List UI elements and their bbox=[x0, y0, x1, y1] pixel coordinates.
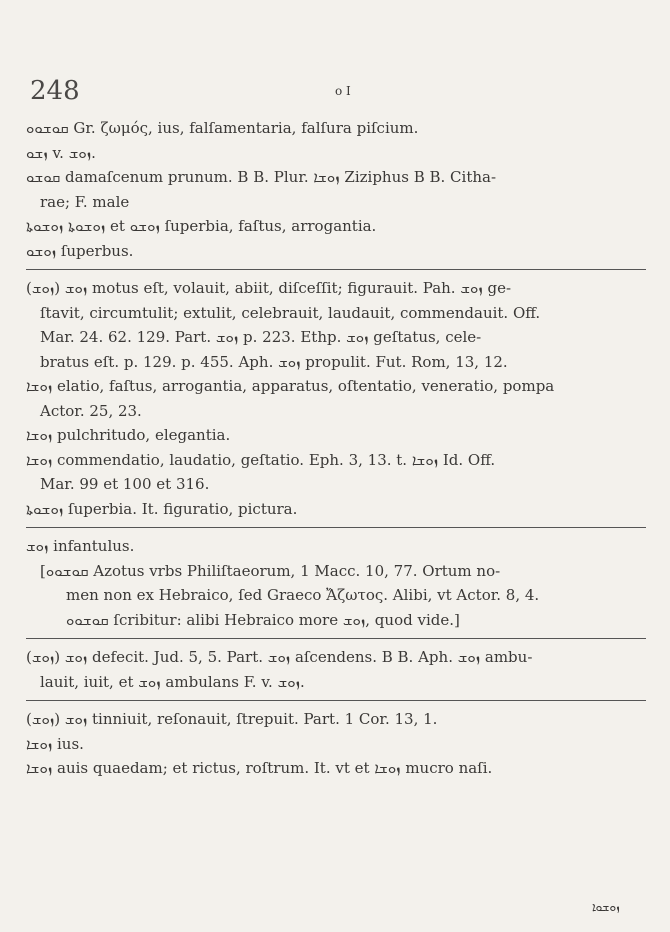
entry-block-4 bbox=[26, 645, 646, 694]
entry-line: Mar. 99 et 100 et 316. bbox=[40, 475, 210, 493]
entry-line: ܩܘܫܘܘ ſcribitur: alibi Hebraico more ܙܘܫ, quod vide.] bbox=[66, 610, 460, 629]
entry-line: (ܙܘܫ) ܙܘܫ defecit. Jud. 5, 5. Part. ܙܘܫ aſcendens. B B. Aph. ܙܘܫ ambu- bbox=[26, 648, 533, 666]
entry-line: (ܙܘܫ) ܙܘܫ motus eſt, volauit, abiit, diſceſſit; figurauit. Pah. ܙܘܫ ge- bbox=[26, 279, 512, 297]
entry-line: ܙܘܫܘܬܐ ܙܘܫܘܬܐ et ܙܘܫܘ ſuperbia, faſtus, arrogantia. bbox=[26, 217, 377, 235]
entry-line: ܩܘܫܘ damaſcenum prunum. B B. Plur. ܙܘܫܐ Ziziphus B B. Citha- bbox=[26, 168, 497, 186]
entry-line: ܙܘܫܐ commendatio, laudatio, geſtatio. Eph. 3, 13. t. ܙܘܫܐ Id. Off. bbox=[26, 450, 496, 469]
entry-block-5 bbox=[26, 707, 646, 781]
entry-line: ܙܫܘ v. ܙܘܫ. bbox=[26, 143, 96, 162]
entry-block-1 bbox=[26, 116, 646, 263]
entry-line: lauit, iuit, et ܙܘܫ ambulans F. v. ܙܘܫ. bbox=[40, 672, 305, 691]
catchword: ܙܘܫܘܐ bbox=[592, 900, 620, 914]
page-number: 248 bbox=[30, 76, 80, 106]
entry-block-3 bbox=[26, 534, 646, 632]
entry-line: ܙܘܫܘܬܐ ſuperbia. It. figuratio, pictura. bbox=[26, 499, 298, 518]
entry-line: ܙܘܫܘ ſuperbus. bbox=[26, 241, 134, 260]
entry-block-2 bbox=[26, 276, 646, 521]
section-divider bbox=[26, 700, 646, 701]
entry-line: Actor. 25, 23. bbox=[40, 401, 142, 420]
entry-line: men non ex Hebraico, ſed Graeco Ἄζωτος. Alibi, vt Actor. 8, 4. bbox=[66, 586, 540, 604]
entry-line: ܙܘܫܐ elatio, faſtus, arrogantia, apparatus, oſtentatio, veneratio, pompa bbox=[26, 377, 555, 395]
entry-line: Mar. 24. 62. 129. Part. ܙܘܫ p. 223. Ethp. ܙܘܫ geſtatus, cele- bbox=[40, 328, 482, 346]
entry-line: rae; F. male bbox=[40, 192, 130, 211]
entry-line: ܩܘܫܘܘ Gr. ζωμός, ius, falſamentaria, falſura piſcium. bbox=[26, 119, 419, 137]
entry-line: ܙܘܫܐ auis quaedam; et rictus, roſtrum. It. vt et ܙܘܫܐ mucro naſi. bbox=[26, 759, 493, 777]
signature-mark: o I bbox=[335, 84, 351, 98]
entry-line: ſtavit, circumtulit; extulit, celebrauit, laudauit, commendauit. Off. bbox=[40, 303, 541, 322]
entry-line: bratus eſt. p. 129. p. 455. Aph. ܙܘܫ propulit. Fut. Rom, 13, 12. bbox=[40, 352, 508, 371]
dictionary-body bbox=[26, 116, 646, 781]
entry-line: ܙܘܫܐ pulchritudo, elegantia. bbox=[26, 426, 231, 444]
section-divider bbox=[26, 527, 646, 528]
section-divider bbox=[26, 269, 646, 270]
entry-line: ܙܘܫ infantulus. bbox=[26, 537, 135, 555]
entry-line: (ܙܘܫ) ܙܘܫ tinniuit, reſonauit, ſtrepuit. Part. 1 Cor. 13, 1. bbox=[26, 710, 438, 728]
entry-line: ܙܘܫܐ ius. bbox=[26, 734, 84, 753]
section-divider bbox=[26, 638, 646, 639]
entry-line: [ܩܘܫܘܘ Azotus vrbs Philiſtaeorum, 1 Macc. 10, 77. Ortum no- bbox=[40, 561, 501, 580]
